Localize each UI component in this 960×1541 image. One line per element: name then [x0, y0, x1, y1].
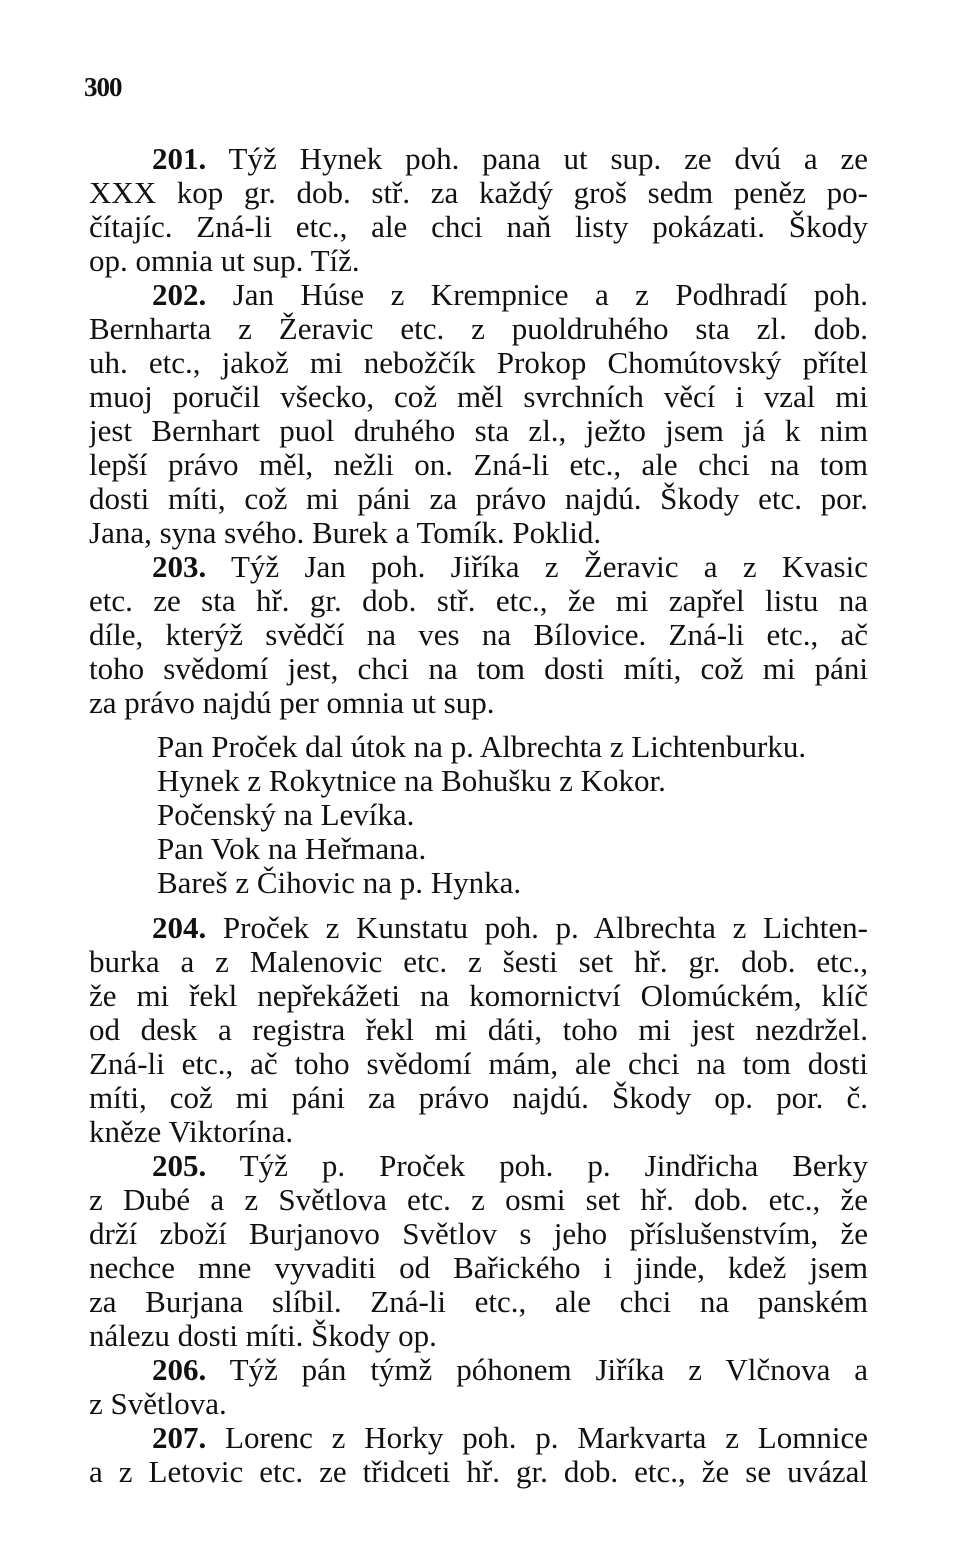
- text-line: 202. Jan Húse z Krempnice a z Podhradí poh.: [152, 278, 868, 312]
- text-line: Bareš z Čihovic na p. Hynka.: [157, 866, 522, 900]
- entry-number: 201.: [152, 142, 207, 176]
- text-line: a z Letovic etc. ze třidceti hř. gr. dob. etc., že se uvázal: [89, 1455, 868, 1489]
- text-line: za Burjana slíbil. Zná-li etc., ale chci na panském: [89, 1285, 868, 1319]
- text-line: 206. Týž pán týmž póhonem Jiříka z Vlčnova a: [152, 1353, 868, 1387]
- text-line: nechce mne vyvaditi od Bařického i jinde, kdež jsem: [89, 1251, 868, 1285]
- text-line: Pan Vok na Heřmana.: [157, 832, 427, 866]
- text-line: toho svědomí jest, chci na tom dosti míti, což mi páni: [89, 652, 868, 686]
- entry-number: 204.: [152, 911, 207, 945]
- text-line: že mi řekl nepřekážeti na komornictví Olomúckém, klíč: [89, 979, 868, 1013]
- text-line: lepší právo měl, nežli on. Zná-li etc., ale chci na tom: [89, 448, 868, 482]
- text-line: čítajíc. Zná-li etc., ale chci naň listy pokázati. Škody: [89, 210, 868, 244]
- entry-number: 206.: [152, 1353, 207, 1387]
- text-line: 207. Lorenc z Horky poh. p. Markvarta z Lomnice: [152, 1421, 868, 1455]
- entry-number: 205.: [152, 1149, 207, 1183]
- text-line: burka a z Malenovic etc. z šesti set hř. gr. dob. etc.,: [89, 945, 868, 979]
- text-line: z Dubé a z Světlova etc. z osmi set hř. dob. etc., že: [89, 1183, 868, 1217]
- text-line: XXX kop gr. dob. stř. za každý groš sedm peněz po-: [89, 176, 868, 210]
- text-line: 201. Týž Hynek poh. pana ut sup. ze dvú a ze: [152, 142, 868, 176]
- text-line: Zná-li etc., ač toho svědomí mám, ale chci na tom dosti: [89, 1047, 868, 1081]
- text-line: díle, kterýž svědčí na ves na Bílovice. Zná-li etc., ač: [89, 618, 868, 652]
- entry-number: 203.: [152, 550, 207, 584]
- entry-number: 202.: [152, 278, 207, 312]
- text-line: Hynek z Rokytnice na Bohušku z Kokor.: [157, 764, 666, 798]
- text-line: jest Bernhart puol druhého sta zl., ježto jsem já k nim: [89, 414, 868, 448]
- text-line: drží zboží Burjanovo Světlov s jeho příslušenstvím, že: [89, 1217, 868, 1251]
- text-line: Jana, syna svého. Burek a Tomík. Poklid.: [89, 516, 602, 550]
- text-line: 203. Týž Jan poh. Jiříka z Žeravic a z Kvasic: [152, 550, 868, 584]
- text-line: z Světlova.: [89, 1387, 227, 1421]
- text-line: nálezu dosti míti. Škody op.: [89, 1319, 437, 1353]
- text-line: Pan Proček dal útok na p. Albrechta z Lichtenburku.: [157, 730, 807, 764]
- text-line: od desk a registra řekl mi dáti, toho mi jest nezdržel.: [89, 1013, 868, 1047]
- text-line: Bernharta z Žeravic etc. z puoldruhého sta zl. dob.: [89, 312, 868, 346]
- text-line: za právo najdú per omnia ut sup.: [89, 686, 495, 720]
- text-line: etc. ze sta hř. gr. dob. stř. etc., že mi zapřel listu na: [89, 584, 868, 618]
- text-line: míti, což mi páni za právo najdú. Škody op. por. č.: [89, 1081, 868, 1115]
- text-line: 204. Proček z Kunstatu poh. p. Albrechta z Lichten-: [152, 911, 868, 945]
- text-line: op. omnia ut sup. Tíž.: [89, 244, 360, 278]
- text-line: Počenský na Levíka.: [157, 798, 415, 832]
- text-line: muoj poručil všecko, což měl svrchních věcí i vzal mi: [89, 380, 868, 414]
- text-line: kněze Viktorína.: [89, 1115, 294, 1149]
- entry-number: 207.: [152, 1421, 207, 1455]
- text-line: 205. Týž p. Proček poh. p. Jindřicha Berky: [152, 1149, 868, 1183]
- text-line: dosti míti, což mi páni za právo najdú. Škody etc. por.: [89, 482, 868, 516]
- page-number: 300: [84, 72, 122, 102]
- text-line: uh. etc., jakož mi nebožčík Prokop Chomútovský přítel: [89, 346, 868, 380]
